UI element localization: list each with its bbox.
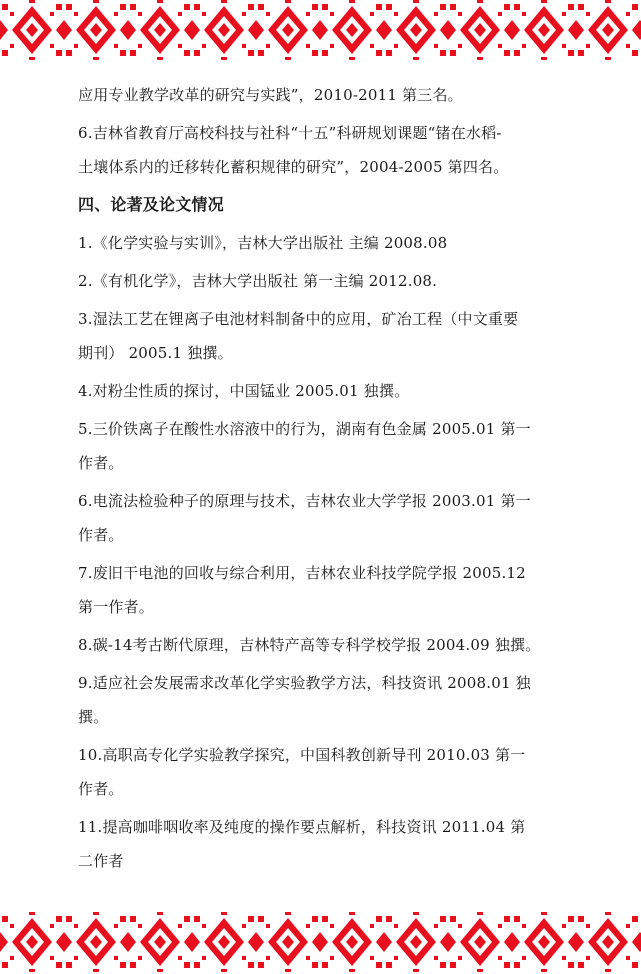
reference-item-cont: 二作者: [78, 852, 124, 870]
reference-item: 6.电流法检验种子的原理与技术，吉林农业大学学报 2003.01 第一: [78, 492, 531, 510]
reference-item: 10.高职高专化学实验教学探究，中国科教创新导刊 2010.03 第一: [78, 746, 526, 764]
reference-item-cont: 期刊） 2005.1 独撰。: [78, 344, 233, 362]
reference-item: 4.对粉尘性质的探讨，中国锰业 2005.01 独撰。: [78, 382, 410, 400]
reference-item-cont: 作者。: [78, 526, 124, 544]
embroidery-pattern-top: [0, 0, 641, 60]
reference-item: 1.《化学实验与实训》，吉林大学出版社 主编 2008.08: [78, 234, 448, 252]
section-heading: 四、论著及论文情况: [78, 195, 224, 214]
text-line: 应用专业教学改革的研究与实践”，2010-2011 第三名。: [78, 86, 463, 104]
reference-item: 9.适应社会发展需求改革化学实验教学方法，科技资讯 2008.01 独: [78, 674, 531, 692]
top-decorative-border: [0, 0, 641, 60]
reference-item: 7.废旧干电池的回收与综合利用，吉林农业科技学院学报 2005.12: [78, 564, 526, 582]
bottom-decorative-border: [0, 912, 641, 972]
text-line: 6.吉林省教育厅高校科技与社科“十五”科研规划课题“锗在水稻-: [78, 124, 502, 142]
text-line: 土壤体系内的迁移转化蓄积规律的研究”，2004-2005 第四名。: [78, 158, 509, 176]
reference-item-cont: 作者。: [78, 454, 124, 472]
reference-item-cont: 撰。: [78, 708, 109, 726]
reference-item-cont: 第一作者。: [78, 598, 155, 616]
reference-item: 8.碳-14考古断代原理，吉林特产高等专科学校学报 2004.09 独撰。: [78, 636, 541, 654]
reference-item: 5.三价铁离子在酸性水溶液中的行为，湖南有色金属 2005.01 第一: [78, 420, 531, 438]
reference-item: 3.湿法工艺在锂离子电池材料制备中的应用，矿冶工程（中文重要: [78, 310, 519, 328]
reference-item: 2.《有机化学》，吉林大学出版社 第一主编 2012.08.: [78, 272, 438, 290]
reference-item-cont: 作者。: [78, 780, 124, 798]
embroidery-pattern-bottom: [0, 912, 641, 972]
reference-item: 11.提高咖啡咽收率及纯度的操作要点解析，科技资讯 2011.04 第: [78, 818, 526, 836]
